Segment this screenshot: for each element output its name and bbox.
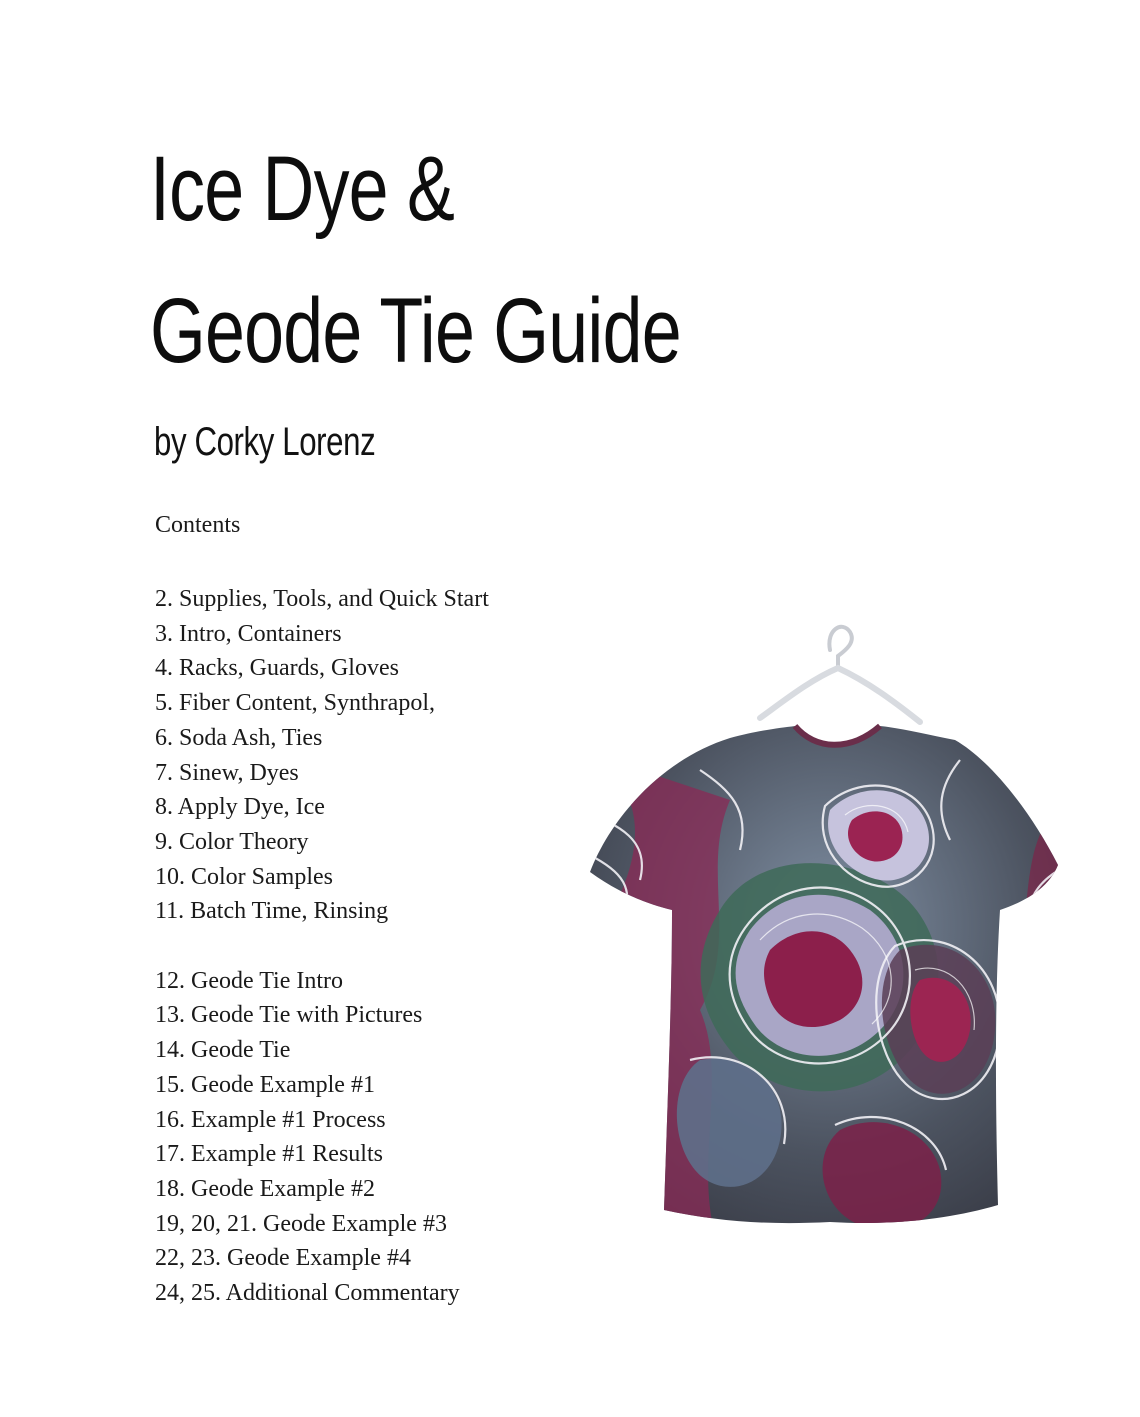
toc-item: 19, 20, 21. Geode Example #3 xyxy=(155,1210,447,1237)
shirt-body xyxy=(580,710,1080,1250)
toc-item: 9. Color Theory xyxy=(155,828,309,855)
toc-item: 10. Color Samples xyxy=(155,863,333,890)
contents-heading: Contents xyxy=(155,512,241,538)
tie-dye-shirt-photo xyxy=(580,610,1080,1250)
toc-item: 12. Geode Tie Intro xyxy=(155,967,343,994)
toc-item: 22, 23. Geode Example #4 xyxy=(155,1245,411,1272)
table-of-contents xyxy=(155,582,489,1311)
toc-item: 11. Batch Time, Rinsing xyxy=(155,898,389,925)
title-line-1: Ice Dye & xyxy=(150,138,455,240)
toc-item: 13. Geode Tie with Pictures xyxy=(155,1002,423,1029)
toc-item: 4. Racks, Guards, Gloves xyxy=(155,655,399,682)
title-line-2: Geode Tie Guide xyxy=(150,280,681,382)
toc-item: 16. Example #1 Process xyxy=(155,1106,386,1133)
toc-item: 2. Supplies, Tools, and Quick Start xyxy=(155,586,489,612)
toc-item: 6. Soda Ash, Ties xyxy=(155,724,323,751)
toc-item: 15. Geode Example #1 xyxy=(155,1071,375,1098)
toc-item: 3. Intro, Containers xyxy=(155,620,342,647)
toc-item: 8. Apply Dye, Ice xyxy=(155,794,325,821)
toc-item: 17. Example #1 Results xyxy=(155,1141,383,1168)
hanger-icon xyxy=(760,627,920,722)
toc-item: 14. Geode Tie xyxy=(155,1037,291,1064)
author-byline: by Corky Lorenz xyxy=(154,420,376,464)
toc-item: 5. Fiber Content, Synthrapol, xyxy=(155,690,435,717)
document-title xyxy=(150,118,681,402)
toc-item: 18. Geode Example #2 xyxy=(155,1175,375,1202)
toc-item: 7. Sinew, Dyes xyxy=(155,759,299,786)
toc-item: 24, 25. Additional Commentary xyxy=(155,1280,460,1307)
